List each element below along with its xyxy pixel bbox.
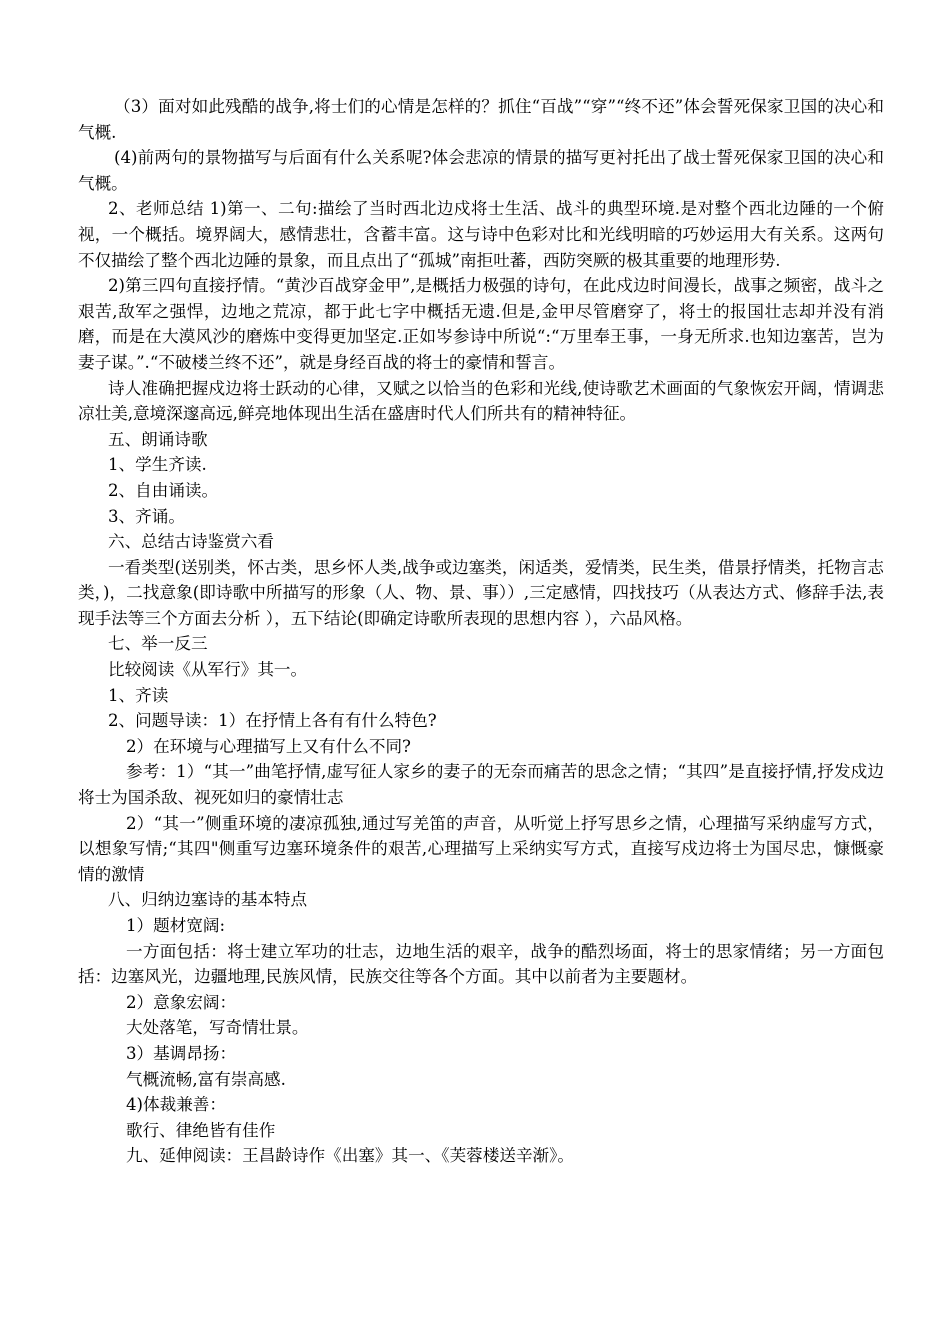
paragraph-six-looks: 一看类型(送别类，怀古类，思乡怀人类,战争或边塞类，闲适类，爱情类，民生类，借景抒情类，托物言志类，)，二找意象(即诗歌中所描写的形象（人、物、景、事））,三定感情，四找技巧（从表达方式、修辞手法,表现手法等三个方面去分析 ），五下结论(即确定诗歌所表现的思想内容 ），六品风格。 (78, 557, 884, 628)
list-item-guided-questions: 2、问题导读：1）在抒情上各有有什么特色? (108, 711, 437, 731)
section-heading-features: 八、归纳边塞诗的基本特点 (108, 890, 308, 910)
paragraph-q3: （3）面对如此残酷的战争,将士们的心情是怎样的？抓住“百战”“穿”“终不还”体会誓死保家卫国的决心和气概. (78, 97, 884, 142)
document-page (78, 94, 884, 1169)
feature-heading-genre: 4)体裁兼善： (126, 1095, 226, 1115)
list-item-question-2: 2）在环境与心理描写上又有什么不同? (126, 736, 411, 756)
paragraph-feature-tone: 气概流畅,富有崇高感. (126, 1069, 286, 1089)
paragraph-compare-reading: 比较阅读《从军行》其一。 (108, 660, 308, 680)
section-heading-six-looks: 六、总结古诗鉴赏六看 (108, 532, 274, 552)
paragraph-feature-subject: 一方面包括：将士建立军功的壮志，边地生活的艰辛，战争的酷烈场面，将士的思家情绪；另一方面包括：边塞风光，边疆地理,民族风情，民族交往等各个方面。其中以前者为主要题材。 (78, 941, 884, 987)
paragraph-q4: (4)前两句的景物描写与后面有什么关系呢?体会悲凉的情景的描写更衬托出了战士誓死保家卫国的决心和气概。 (78, 148, 884, 193)
paragraph-feature-genre: 歌行、律绝皆有佳作 (126, 1120, 276, 1140)
section-heading-recite: 五、朗诵诗歌 (108, 429, 208, 449)
list-item-recite-2: 2、自由诵读。 (108, 480, 219, 500)
feature-heading-imagery: 2）意象宏阔： (126, 992, 237, 1012)
paragraph-feature-imagery: 大处落笔，写奇情壮景。 (126, 1018, 309, 1038)
paragraph-teacher-summary: 2、老师总结 1)第一、二句:描绘了当时西北边戍将士生活、战斗的典型环境.是对整个西北边陲的一个俯视，一个概括。境界阔大，感情悲壮，含蓄丰富。这与诗中色彩对比和光线明暗的巧妙运用大有关系。这两句不仅描绘了整个西北边陲的景象，而且点出了“孤城”南拒吐蕃，西防突厥的极其重要的地理形势. (78, 199, 884, 270)
feature-heading-subject: 1）题材宽阔: (126, 916, 226, 935)
paragraph-lines-three-four: 2)第三四句直接抒情。“黄沙百战穿金甲”,是概括力极强的诗句，在此戍边时间漫长，战事之频密，战斗之艰苦,敌军之强悍，边地之荒凉，都于此七字中概括无遗.但是,金甲尽管磨穿了，将士的报国壮志却并没有消磨，而是在大漠风沙的磨炼中变得更加坚定.正如岑参诗中所说“:“万里奉王事，一身无所求.也知边塞苦，岂为妻子谋。”.“不破楼兰终不还”，就是身经百战的将士的豪情和誓言。 (78, 276, 884, 372)
paragraph-reference-2: 2）“其一”侧重环境的凄凉孤独,通过写羌笛的声音，从听觉上抒写思乡之情，心理描写采纳虚写方式，以想象写情;“其四"侧重写边塞环境条件的艰苦,心理描写上采纳实写方式，直接写戍边将士为国尽忠，慷慨豪情的激情 (78, 813, 884, 884)
paragraph-poet-summary: 诗人准确把握戍边将士跃动的心律，又赋之以恰当的色彩和光线,使诗歌艺术画面的气象恢宏开阔，情调悲凉壮美,意境深邃高远,鲜亮地体现出生活在盛唐时代人们所共有的精神特征。 (78, 378, 884, 424)
list-item-recite-3: 3、齐诵。 (108, 506, 185, 526)
feature-heading-tone: 3）基调昂扬： (126, 1043, 237, 1063)
list-item-recite-1: 1、学生齐读. (108, 455, 207, 475)
section-heading-examples: 七、举一反三 (108, 634, 208, 654)
list-item-read-aloud: 1、齐读 (108, 685, 169, 705)
paragraph-reference-1: 参考：1）“其一”曲笔抒情,虚写征人家乡的妻子的无奈而痛苦的思念之情；“其四”是直接抒情,抒发戍边将士为国杀敌、视死如归的豪情壮志 (78, 762, 884, 808)
section-heading-extended-reading: 九、延伸阅读：王昌龄诗作《出塞》其一、《芙蓉楼送辛渐》。 (126, 1146, 575, 1166)
